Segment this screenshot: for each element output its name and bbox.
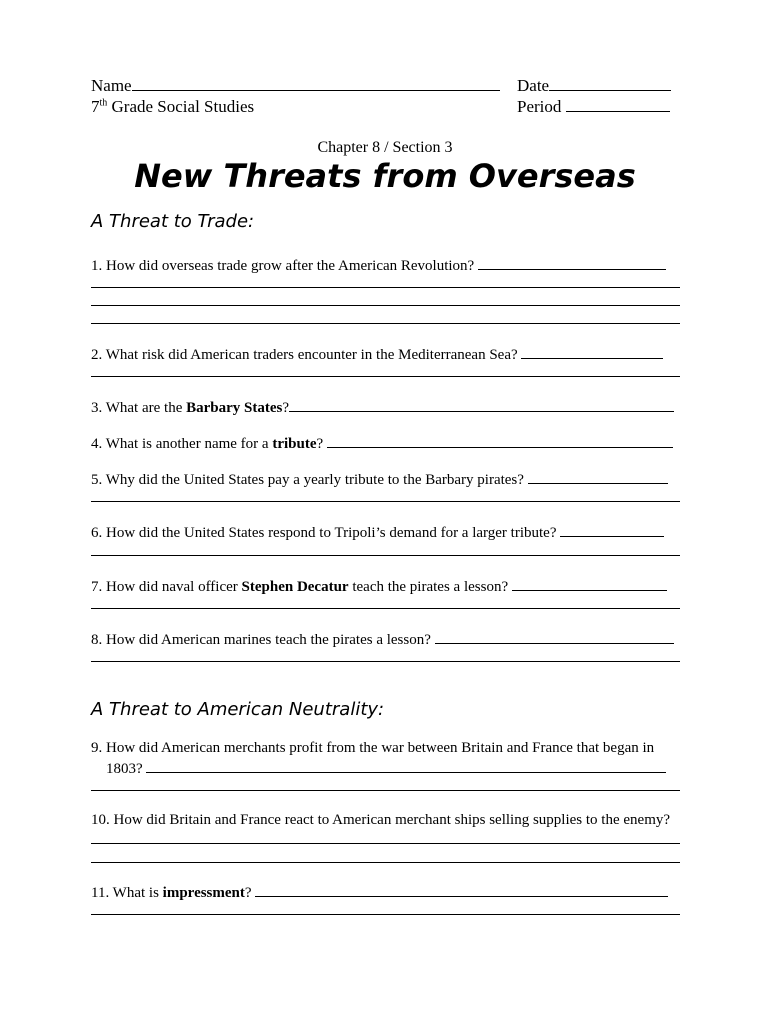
- answer-blank-9[interactable]: [146, 758, 666, 773]
- name-field[interactable]: [91, 76, 500, 96]
- question-1: [91, 255, 666, 275]
- question-1-text: 1. How did overseas trade grow after the American Revolution?: [91, 258, 475, 274]
- question-7: [91, 576, 667, 596]
- question-8-text: 8. How did American marines teach the pirates a lesson?: [91, 632, 431, 648]
- question-10: 10. How did Britain and France react to American merchant ships selling supplies to the enemy?: [91, 812, 671, 828]
- name-blank[interactable]: [132, 76, 500, 91]
- date-blank[interactable]: [549, 76, 671, 91]
- answer-line-1b[interactable]: [91, 305, 680, 306]
- answer-blank-11[interactable]: [255, 882, 668, 897]
- question-5: [91, 469, 668, 489]
- answer-blank-5[interactable]: [528, 469, 668, 484]
- grade-number: 7: [91, 97, 100, 116]
- term-barbary-states: Barbary States: [186, 400, 283, 416]
- answer-line-10a[interactable]: [91, 843, 680, 844]
- question-3: [91, 397, 674, 417]
- question-6-text: 6. How did the United States respond to Tripoli’s demand for a larger tribute?: [91, 525, 557, 541]
- answer-line-11[interactable]: [91, 914, 680, 915]
- question-11-text: 11. What is: [91, 885, 163, 901]
- question-4-text: 4. What is another name for a: [91, 436, 273, 452]
- answer-line-1a[interactable]: [91, 287, 680, 288]
- answer-blank-1[interactable]: [478, 255, 666, 270]
- question-3-text: 3. What are the: [91, 400, 187, 416]
- question-6: [91, 522, 664, 542]
- answer-blank-7[interactable]: [512, 576, 667, 591]
- question-2-text: 2. What risk did American traders encounter in the Mediterranean Sea?: [91, 347, 518, 363]
- section-heading-neutrality: A Threat to American Neutrality:: [91, 699, 385, 720]
- answer-line-5[interactable]: [91, 501, 680, 502]
- answer-line-1c[interactable]: [91, 323, 680, 324]
- period-label: Period: [517, 97, 562, 116]
- date-label: Date: [517, 76, 550, 95]
- page-title: New Threats from Overseas: [134, 157, 636, 195]
- question-8: [91, 629, 674, 649]
- course-name: Grade Social Studies: [111, 97, 255, 116]
- term-stephen-decatur: Stephen Decatur: [241, 579, 349, 595]
- answer-line-7[interactable]: [91, 608, 680, 609]
- answer-blank-2[interactable]: [521, 344, 663, 359]
- question-11-end: ?: [244, 885, 252, 901]
- answer-blank-3[interactable]: [289, 397, 674, 412]
- question-2: [91, 344, 663, 364]
- date-field[interactable]: [517, 76, 671, 96]
- answer-line-8[interactable]: [91, 661, 680, 662]
- term-impressment: impressment: [162, 885, 245, 901]
- answer-line-2[interactable]: [91, 376, 680, 377]
- question-4: [91, 433, 673, 453]
- answer-line-10b[interactable]: [91, 862, 680, 863]
- grade-suffix: th: [99, 97, 108, 109]
- question-11: [91, 882, 668, 902]
- period-blank[interactable]: [566, 97, 670, 112]
- answer-blank-4[interactable]: [327, 433, 673, 448]
- section-heading-trade: A Threat to Trade:: [91, 211, 255, 232]
- question-9-year: 1803?: [106, 761, 143, 777]
- period-field[interactable]: [517, 97, 670, 117]
- term-tribute: tribute: [272, 436, 317, 452]
- answer-line-9[interactable]: [91, 790, 680, 791]
- answer-line-6[interactable]: [91, 555, 680, 556]
- question-3-end: ?: [282, 400, 290, 416]
- question-9: 9. How did American merchants profit from the war between Britain and France that began in: [91, 740, 655, 756]
- grade-course: [91, 97, 254, 117]
- question-5-text: 5. Why did the United States pay a yearly tribute to the Barbary pirates?: [91, 472, 524, 488]
- question-7-text: 7. How did naval officer: [91, 579, 242, 595]
- question-7-end: teach the pirates a lesson?: [348, 579, 509, 595]
- question-4-end: ?: [316, 436, 324, 452]
- answer-blank-8[interactable]: [435, 629, 674, 644]
- name-label: Name: [91, 76, 132, 95]
- answer-blank-6[interactable]: [560, 522, 664, 537]
- chapter-subtitle: Chapter 8 / Section 3: [317, 139, 453, 156]
- question-9-continued: [106, 758, 666, 778]
